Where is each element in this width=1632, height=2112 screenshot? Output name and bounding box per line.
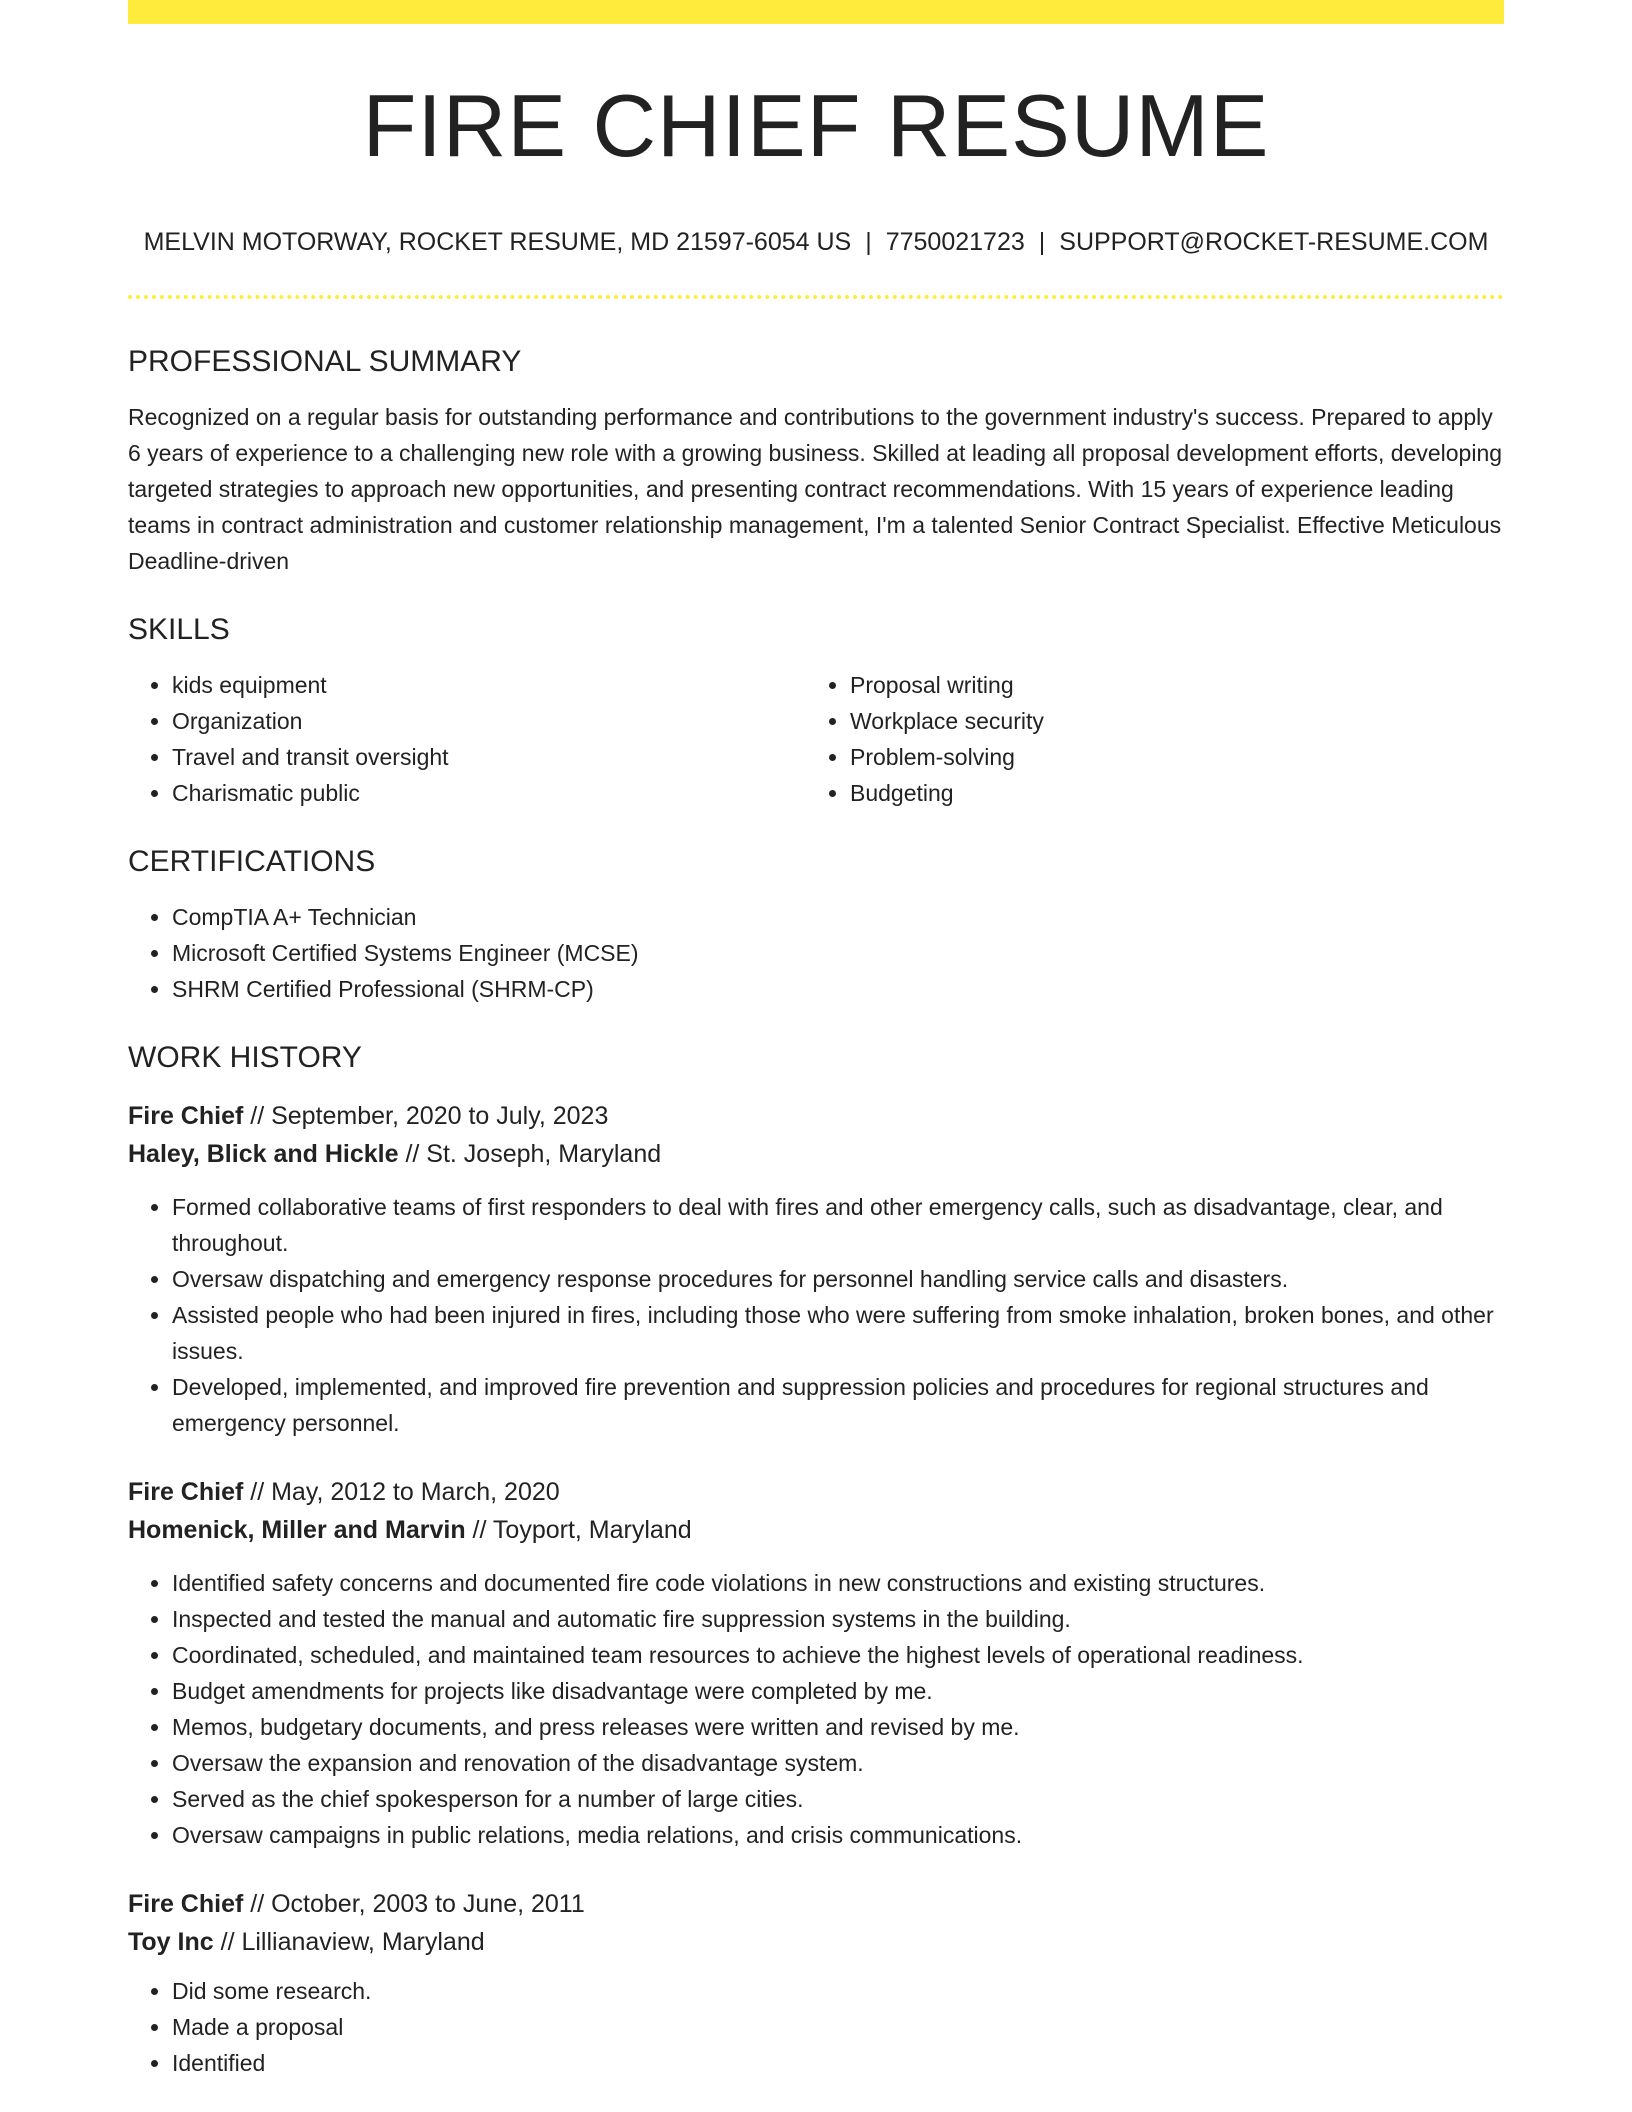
contact-line bbox=[128, 230, 1504, 255]
job-title: Fire Chief bbox=[128, 1890, 244, 1918]
job-location: // St. Joseph, Maryland bbox=[405, 1140, 662, 1168]
contact-phone: 7750021723 bbox=[885, 228, 1025, 256]
skill-item: • Workplace security bbox=[850, 703, 1484, 739]
contact-separator: | bbox=[1038, 228, 1046, 256]
job-bullet: • Oversaw dispatching and emergency response procedures for personnel handling service calls and disasters. bbox=[172, 1261, 1504, 1297]
job-bullet: • Made a proposal bbox=[172, 2009, 1504, 2045]
certifications-heading: CERTIFICATIONS bbox=[128, 845, 376, 878]
skills-heading: SKILLS bbox=[128, 613, 230, 646]
job-bullet: • Identified bbox=[172, 2045, 1504, 2081]
job-bullet: • Served as the chief spokesperson for a number of large cities. bbox=[172, 1781, 1504, 1817]
job-company-line bbox=[128, 1511, 1504, 1549]
job-entry bbox=[128, 1885, 1504, 2081]
job-bullet: • Oversaw the expansion and renovation of the disadvantage system. bbox=[172, 1745, 1504, 1781]
job-title-line bbox=[128, 1097, 1504, 1135]
job-bullet: • Did some research. bbox=[172, 1973, 1504, 2009]
dotted-divider bbox=[128, 295, 1504, 299]
resume-title: FIRE CHIEF RESUME bbox=[362, 76, 1270, 175]
certifications-list bbox=[128, 899, 1504, 1007]
skills-left-list bbox=[128, 667, 806, 811]
contact-separator: | bbox=[865, 228, 872, 256]
skill-item: • Travel and transit oversight bbox=[172, 739, 806, 775]
job-bullet: • Developed, implemented, and improved fire prevention and suppression policies and procedures for regional structures and emergency personnel. bbox=[172, 1369, 1504, 1441]
contact-email[interactable]: SUPPORT@ROCKET-RESUME.COM bbox=[1059, 228, 1489, 256]
certification-item: • CompTIA A+ Technician bbox=[172, 899, 1504, 935]
skill-item: • Organization bbox=[172, 703, 806, 739]
job-bullet: • Memos, budgetary documents, and press releases were written and revised by me. bbox=[172, 1709, 1504, 1745]
summary-heading: PROFESSIONAL SUMMARY bbox=[128, 345, 522, 378]
job-bullet: • Formed collaborative teams of first responders to deal with fires and other emergency calls, such as disadvantage, clear, and throughout. bbox=[172, 1189, 1504, 1261]
job-company: Homenick, Miller and Marvin bbox=[128, 1516, 466, 1544]
job-entry bbox=[128, 1473, 1504, 1853]
job-company: Haley, Blick and Hickle bbox=[128, 1140, 399, 1168]
job-title: Fire Chief bbox=[128, 1102, 244, 1130]
job-bullet: • Coordinated, scheduled, and maintained team resources to achieve the highest levels of operational readiness. bbox=[172, 1637, 1504, 1673]
skills-right-list bbox=[806, 667, 1484, 811]
job-title: Fire Chief bbox=[128, 1478, 244, 1506]
certification-item: • SHRM Certified Professional (SHRM-CP) bbox=[172, 971, 1504, 1007]
accent-bar bbox=[128, 0, 1504, 24]
job-title-line bbox=[128, 1885, 1504, 1923]
contact-address: MELVIN MOTORWAY, ROCKET RESUME, MD 21597-6054 US bbox=[143, 228, 852, 256]
skills-left-column bbox=[128, 667, 806, 811]
skills-right-column bbox=[806, 667, 1484, 811]
job-bullet: • Budget amendments for projects like disadvantage were completed by me. bbox=[172, 1673, 1504, 1709]
skill-item: • Problem-solving bbox=[850, 739, 1484, 775]
skills-columns bbox=[128, 667, 1504, 811]
job-bullet: • Identified safety concerns and documented fire code violations in new constructions and existing structures. bbox=[172, 1565, 1504, 1601]
skill-item: • kids equipment bbox=[172, 667, 806, 703]
job-bullet: • Oversaw campaigns in public relations, media relations, and crisis communications. bbox=[172, 1817, 1504, 1853]
job-bullet: • Assisted people who had been injured in fires, including those who were suffering from smoke inhalation, broken bones, and other issues. bbox=[172, 1297, 1504, 1369]
certification-item: • Microsoft Certified Systems Engineer (MCSE) bbox=[172, 935, 1504, 971]
job-company-line bbox=[128, 1135, 1504, 1173]
job-title-line bbox=[128, 1473, 1504, 1511]
work-history-heading: WORK HISTORY bbox=[128, 1041, 362, 1074]
job-bullets bbox=[128, 1973, 1504, 2081]
job-location: // Lillianaview, Maryland bbox=[220, 1928, 485, 1956]
job-location: // Toyport, Maryland bbox=[472, 1516, 692, 1544]
job-dates: // September, 2020 to July, 2023 bbox=[250, 1102, 609, 1130]
skill-item: • Charismatic public bbox=[172, 775, 806, 811]
job-bullets bbox=[128, 1565, 1504, 1853]
job-company: Toy Inc bbox=[128, 1928, 214, 1956]
skill-item: • Proposal writing bbox=[850, 667, 1484, 703]
job-entry bbox=[128, 1097, 1504, 1441]
job-bullets bbox=[128, 1189, 1504, 1441]
skill-item: • Budgeting bbox=[850, 775, 1484, 811]
job-dates: // October, 2003 to June, 2011 bbox=[250, 1890, 585, 1918]
job-bullet: • Inspected and tested the manual and automatic fire suppression systems in the building. bbox=[172, 1601, 1504, 1637]
summary-text: Recognized on a regular basis for outstanding performance and contributions to the government industry's success. Prepared to apply 6 years of experience to a challenging new role with a growing business. Skilled at leading all proposal development efforts, developing targeted strategies to approach new opportunities, and presenting contract recommendations. With 15 years of experience leading teams in contract administration and customer relationship management, I'm a talented Senior Contract Specialist. Effective Meticulous Deadline-driven bbox=[128, 404, 1503, 574]
resume-page bbox=[128, 0, 1504, 2081]
job-dates: // May, 2012 to March, 2020 bbox=[250, 1478, 560, 1506]
job-company-line bbox=[128, 1923, 1504, 1961]
